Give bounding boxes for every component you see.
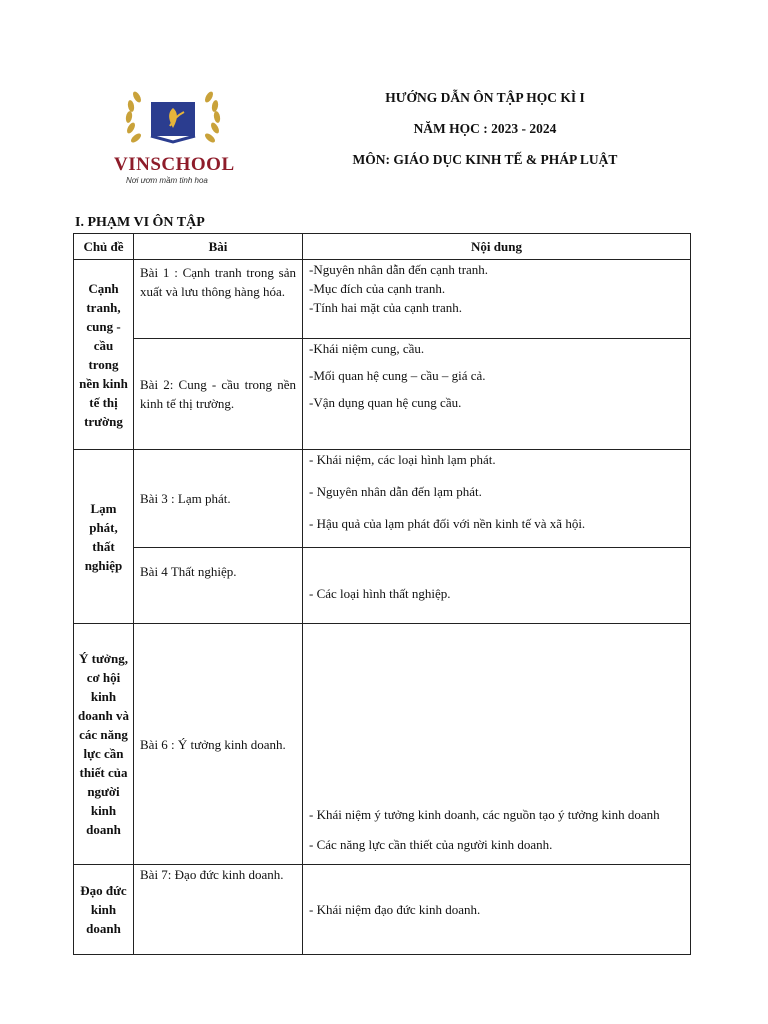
content-cell [303, 865, 691, 955]
lesson-cell: Bài 2: Cung - cầu trong nền kinh tế thị trường. [134, 339, 303, 450]
review-scope-table [73, 233, 691, 955]
vinschool-logo [100, 88, 250, 188]
logo-brand-text: VINSCHOOL [114, 154, 235, 175]
topic-cell: Lạm phát, thất nghiệp [74, 450, 134, 624]
table-row [74, 450, 691, 548]
content-item: -Mục đích của cạnh tranh. [309, 281, 446, 296]
school-year: NĂM HỌC : 2023 - 2024 [413, 121, 557, 136]
content-item: -Vận dụng quan hệ cung cầu. [309, 395, 462, 410]
content-item: - Khái niệm ý tưởng kinh doanh, các nguồn tạo ý tưởng kinh doanh [309, 807, 660, 822]
content-item: -Nguyên nhân dẫn đến cạnh tranh. [309, 262, 489, 277]
content-cell [303, 548, 691, 624]
content-cell [303, 624, 691, 865]
document-title: HƯỚNG DẪN ÔN TẬP HỌC KÌ I [385, 90, 585, 105]
content-item: -Mối quan hệ cung – cầu – giá cả. [309, 368, 486, 383]
lesson-cell: Bài 7: Đạo đức kinh doanh. [134, 865, 303, 955]
subject-name: MÔN: GIÁO DỤC KINH TẾ & PHÁP LUẬT [352, 152, 618, 167]
content-item: - Khái niệm, các loại hình lạm phát. [309, 452, 496, 467]
header-topic: Chủ đề [74, 234, 134, 260]
lesson-cell: Bài 6 : Ý tưởng kinh doanh. [134, 624, 303, 865]
content-item: -Tính hai mặt của cạnh tranh. [309, 300, 463, 315]
table-row [74, 865, 691, 955]
lesson-cell: Bài 3 : Lạm phát. [134, 450, 303, 548]
content-cell [303, 339, 691, 450]
content-item: - Các năng lực cần thiết của người kinh doanh. [309, 837, 553, 852]
table-row [74, 260, 691, 339]
content-item: - Hậu quả của lạm phát đối với nền kinh tế và xã hội. [309, 516, 586, 531]
topic-cell: Ý tưởng, cơ hội kinh doanh và các năng lực cần thiết của người kinh doanh [74, 624, 134, 865]
content-item: - Khái niệm đạo đức kinh doanh. [309, 902, 481, 917]
table-row [74, 624, 691, 865]
lesson-cell: Bài 1 : Cạnh tranh trong sản xuất và lưu thông hàng hóa. [134, 260, 303, 339]
laurel-book-emblem-icon [118, 88, 228, 158]
section-title: I. PHẠM VI ÔN TẬP [75, 215, 205, 230]
table-row [74, 339, 691, 450]
lesson-cell: Bài 4 Thất nghiệp. [134, 548, 303, 624]
content-item: -Khái niệm cung, cầu. [309, 341, 425, 356]
topic-cell: Cạnh tranh, cung - cầu trong nền kinh tế thị trường [74, 260, 134, 450]
topic-cell: Đạo đức kinh doanh [74, 865, 134, 955]
logo-tagline: Nơi ươm mầm tinh hoa [126, 176, 208, 185]
header-lesson: Bài [134, 234, 303, 260]
table-header-row [74, 234, 691, 260]
content-item: - Nguyên nhân dẫn đến lạm phát. [309, 484, 482, 499]
content-item: - Các loại hình thất nghiệp. [309, 585, 451, 601]
content-cell [303, 260, 691, 339]
content-cell [303, 450, 691, 548]
table-row [74, 548, 691, 624]
header-content: Nội dung [303, 234, 691, 260]
